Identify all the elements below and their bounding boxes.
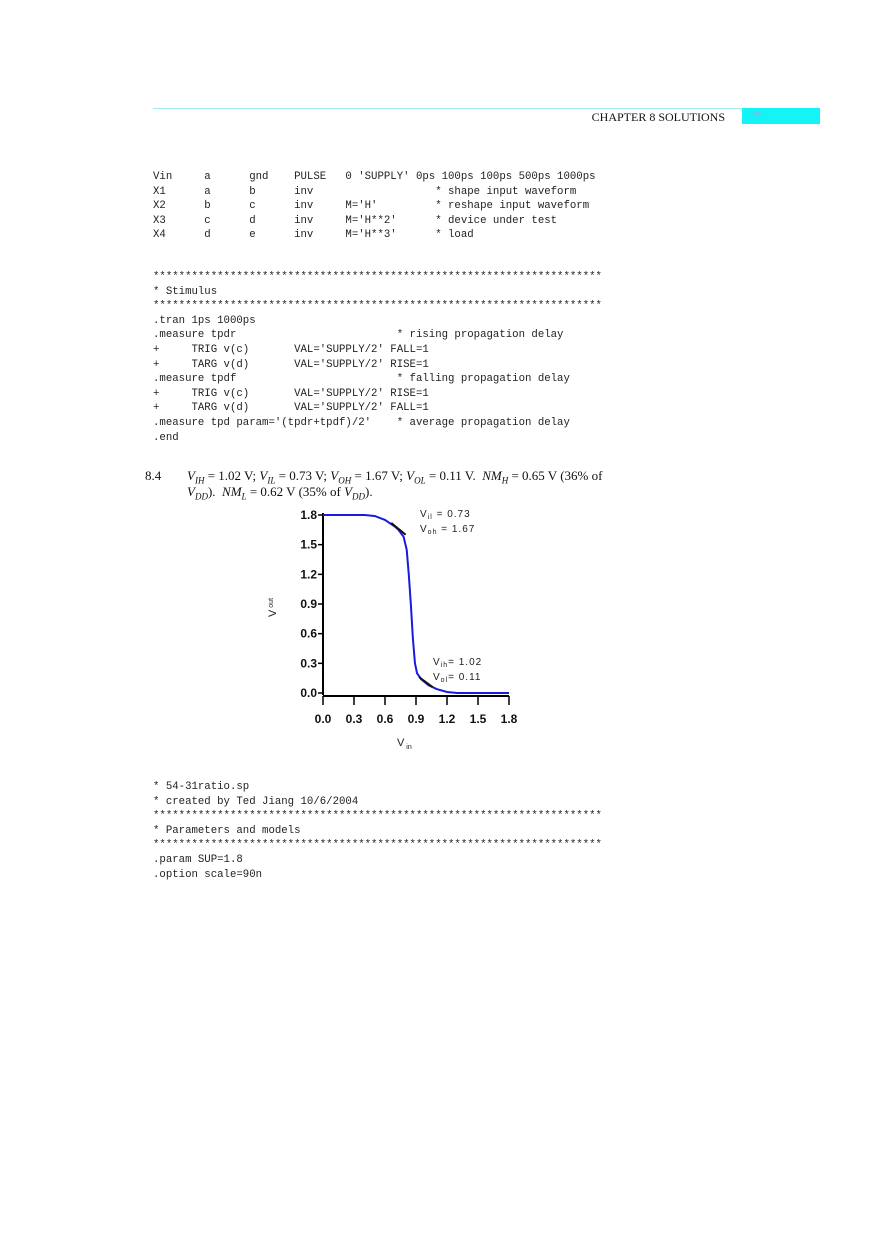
- code-line: .tran 1ps 1000ps: [153, 314, 256, 327]
- voh-value: 1.67 V: [365, 468, 400, 483]
- vol-value: 0.11 V: [439, 468, 473, 483]
- x-tick-label: 0.6: [376, 712, 394, 726]
- y-tick-label: 1.2: [300, 567, 317, 582]
- code-line: X2 b c inv M='H' * reshape input waveform: [153, 200, 590, 213]
- code-line: .measure tpdf * falling propagation delay: [153, 373, 570, 386]
- code-line: * 54-31ratio.sp: [153, 781, 250, 793]
- x-tick-label: 1.8: [500, 712, 518, 726]
- code-line: Vin a gnd PULSE 0 'SUPPLY' 0ps 100ps 100ps 500ps 1000ps: [153, 171, 596, 183]
- code-line: .param SUP=1.8: [153, 853, 243, 866]
- y-tick-label: 0.6: [300, 626, 317, 641]
- code-block-params: [153, 780, 602, 882]
- x-axis-label: V $_{in}$: [397, 737, 412, 751]
- x-tick-label: 0.9: [407, 712, 425, 726]
- code-line: * created by Ted Jiang 10/6/2004: [153, 795, 359, 808]
- code-line: * Stimulus: [153, 285, 218, 298]
- vih-value: 1.02 V: [218, 468, 253, 483]
- section-text: $V_{IH} = 1.02$ V; $V_{IL} = 0.73$ V; $V_{OH} = 1.67$ V; $V_{OL} = 0.11$ V. $NM_H = 0.65$ V (36% of $V_{DD}$). $NM_L = 0.62$ V (35% of $V_{DD}$).: [187, 468, 603, 502]
- code-line: **********************************************************************: [153, 810, 602, 823]
- code-line: X3 c d inv M='H**2' * device under test: [153, 214, 558, 227]
- vil-value: 0.73 V: [289, 468, 324, 483]
- code-line: + TRIG v(c) VAL='SUPPLY/2' RISE=1: [153, 387, 429, 400]
- y-tick-label: 1.8: [300, 508, 317, 522]
- annotation-label: $V_{ol}= 0.11$: [433, 672, 482, 684]
- vih-tangent-mark: [419, 677, 432, 687]
- annotation-label: $V_{ih}= 1.02$: [433, 657, 483, 669]
- nmh-value: 0.65 V (36% of: [522, 468, 603, 483]
- x-tick-label: 1.2: [438, 712, 456, 726]
- annotation-label: $V_{oh} = 1.67$: [420, 524, 476, 536]
- code-line: + TARG v(d) VAL='SUPPLY/2' FALL=1: [153, 402, 429, 415]
- y-tick-label: 0.9: [300, 597, 317, 611]
- y-tick-label: 0.3: [300, 656, 317, 671]
- page-number: 29: [750, 109, 761, 121]
- code-line: + TARG v(d) VAL='SUPPLY/2' RISE=1: [153, 358, 429, 371]
- annotation-label: $V_{il} = 0.73$: [420, 509, 471, 521]
- x-tick-label: 0.0: [314, 712, 332, 726]
- x-tick-label: 1.5: [469, 712, 487, 726]
- code-line: **********************************************************************: [153, 839, 602, 852]
- code-line: **********************************************************************: [153, 271, 602, 283]
- code-line: .option scale=90n: [153, 868, 263, 881]
- y-axis-label: V $^{out}$: [267, 597, 279, 617]
- vil-tangent-mark: [391, 523, 405, 535]
- code-line: X4 d e inv M='H**3' * load: [153, 229, 474, 242]
- y-tick-label: 0.0: [300, 686, 317, 700]
- code-line: + TRIG v(c) VAL='SUPPLY/2' FALL=1: [153, 343, 429, 356]
- x-tick-label: 0.3: [345, 712, 363, 726]
- code-line: .measure tpdr * rising propagation delay: [153, 329, 564, 342]
- code-line: .measure tpd param='(tpdr+tpdf)/2' * average propagation delay: [153, 416, 570, 429]
- code-line: **********************************************************************: [153, 300, 602, 313]
- code-line: * Parameters and models: [153, 824, 301, 837]
- code-line: X1 a b inv * shape input waveform: [153, 185, 577, 198]
- chapter-title: CHAPTER 8 SOLUTIONS: [591, 110, 725, 124]
- y-tick-label: 1.5: [300, 537, 317, 552]
- code-line: .end: [153, 431, 179, 444]
- nml-value: 0.62 V (35% of: [260, 484, 341, 499]
- section-number: 8.4: [145, 468, 162, 483]
